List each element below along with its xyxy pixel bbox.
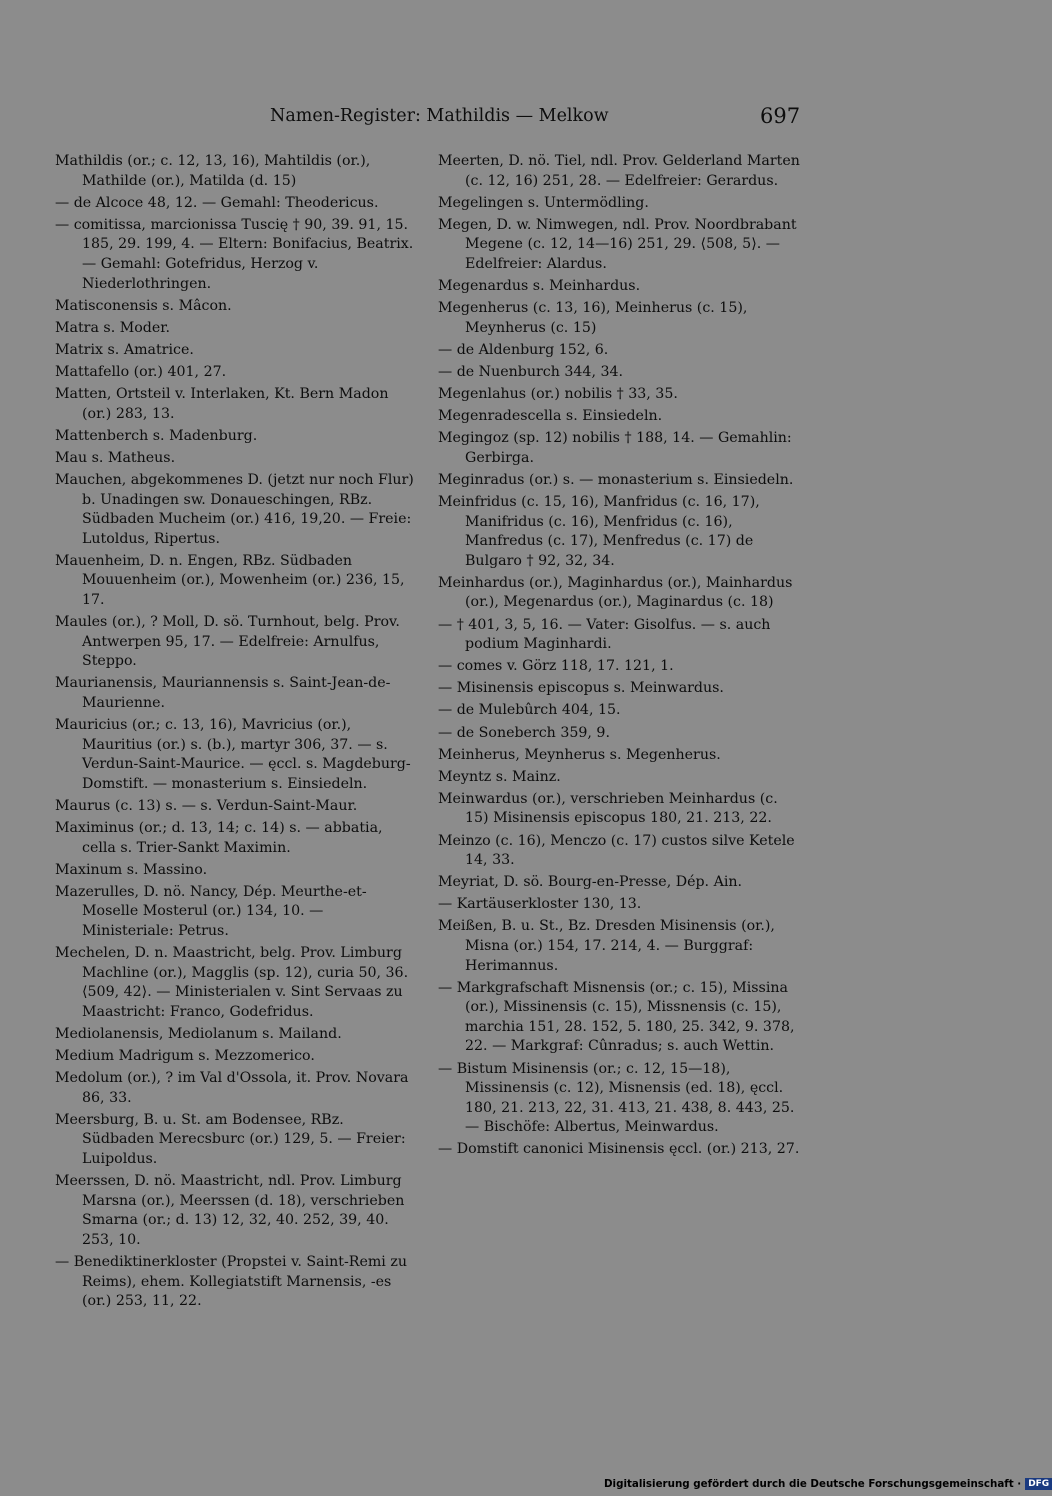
page-number: 697 (760, 104, 801, 128)
footer-credit (604, 1478, 1052, 1490)
index-entry: Meinzo (c. 16), Menczo (c. 17) custos silve Ketele 14, 33. (438, 832, 795, 869)
index-entry: Megenradescella s. Einsiedeln. (438, 408, 663, 425)
index-entry: — comitissa, marcionissa Tuscię † 90, 39. 91, 15. 185, 29. 199, 4. — Eltern: Bonifacius, Beatrix. — Gemahl: Gotefridus, Herzog v. Niederlothringen. (55, 216, 414, 292)
index-entry: — de Soneberch 359, 9. (438, 724, 610, 741)
index-entry: Mauenheim, D. n. Engen, RBz. Südbaden Mouuenheim (or.), Mowenheim (or.) 236, 15, 17. (55, 552, 405, 608)
index-entry: Maules (or.), ? Moll, D. sö. Turnhout, belg. Prov. Antwerpen 95, 17. — Edelfreie: Arnulfus, Steppo. (55, 614, 400, 670)
index-entry: Meißen, B. u. St., Bz. Dresden Misinensis (or.), Misna (or.) 154, 17. 214, 4. — Burggraf: Herimannus. (438, 918, 775, 974)
dfg-logo: DFG (1025, 1478, 1052, 1490)
index-entry: Megenherus (c. 13, 16), Meinherus (c. 15), Meynherus (c. 15) (438, 300, 748, 336)
index-entry: Maximinus (or.; d. 13, 14; c. 14) s. — abbatia, cella s. Trier-Sankt Maximin. (55, 820, 383, 856)
footer-text: Digitalisierung gefördert durch die Deutsche Forschungsgemeinschaft · (604, 1478, 1022, 1490)
index-entry: — Benediktinerkloster (Propstei v. Saint-Remi zu Reims), ehem. Kollegiatstift Marnensis, -es (or.) 253, 11, 22. (55, 1253, 407, 1310)
index-entry: — Domstift canonici Misinensis ęccl. (or.) 213, 27. (438, 1141, 800, 1158)
index-entry: — Bistum Misinensis (or.; c. 12, 15—18), Missinensis (c. 12), Misnensis (ed. 18), ęccl. 180, 21. 213, 22, 31. 413, 21. 438, 8. 443, 25. — Bischöfe: Albertus, Meinwardus. (438, 1060, 795, 1136)
index-entry: Medium Madrigum s. Mezzomerico. (55, 1048, 315, 1065)
index-entry: Meinwardus (or.), verschrieben Meinhardus (c. 15) Misinensis episcopus 180, 21. 213, 22. (438, 790, 778, 827)
index-entry: Meerssen, D. nö. Maastricht, ndl. Prov. Limburg Marsna (or.), Meerssen (d. 18), verschrieben Smarna (or.; d. 13) 12, 32, 40. 252, 39, 40. 253, 10. (55, 1173, 405, 1248)
index-entry: Mauchen, abgekommenes D. (jetzt nur noch Flur) b. Unadingen sw. Donaueschingen, RBz. Südbaden Mucheim (or.) 416, 19,20. — Freie: Lutoldus, Ripertus. (55, 471, 414, 547)
index-entry: Matra s. Moder. (55, 319, 171, 336)
index-entry: — de Alcoce 48, 12. — Gemahl: Theodericus. (55, 194, 379, 211)
index-entry: Meginradus (or.) s. — monasterium s. Einsiedeln. (438, 471, 794, 488)
index-entry: Maxinum s. Massino. (55, 861, 208, 878)
index-entry: Megenardus s. Meinhardus. (438, 278, 641, 295)
index-entry: Megingoz (sp. 12) nobilis † 188, 14. — Gemahlin: Gerbirga. (438, 430, 792, 466)
index-entry: — de Aldenburg 152, 6. (438, 341, 609, 358)
right-column (438, 152, 800, 1163)
index-entry: — de Mulebûrch 404, 15. (438, 702, 621, 719)
index-entry: Mauricius (or.; c. 13, 16), Mavricius (or.), Mauritius (or.) s. (b.), martyr 306, 37. — s. Verdun-Saint-Maurice. — ęccl. s. Magdeburg-Domstift. — monasterium s. Einsiedeln. (55, 717, 411, 792)
index-entry: — Misinensis episcopus s. Meinwardus. (438, 680, 724, 697)
index-entry: Mathildis (or.; c. 12, 13, 16), Mahtildis (or.), Mathilde (or.), Matilda (d. 15) (55, 153, 371, 189)
index-entry: Meinhardus (or.), Maginhardus (or.), Mainhardus (or.), Megenardus (or.), Maginardus (c. 18) (438, 574, 793, 611)
index-entry: Megen, D. w. Nimwegen, ndl. Prov. Noordbrabant Megene (c. 12, 14—16) 251, 29. ⟨508, 5⟩. — Edelfreier: Alardus. (438, 216, 797, 272)
index-entry: Matisconensis s. Mâcon. (55, 297, 232, 314)
index-entry: Meersburg, B. u. St. am Bodensee, RBz. Südbaden Merecsburc (or.) 129, 5. — Freier: Luipoldus. (55, 1111, 406, 1167)
index-entry: Megelingen s. Untermödling. (438, 194, 649, 211)
index-entry: Maurus (c. 13) s. — s. Verdun-Saint-Maur. (55, 797, 358, 814)
index-entry: Mazerulles, D. nö. Nancy, Dép. Meurthe-et-Moselle Mosterul (or.) 134, 10. — Ministeriale: Petrus. (55, 883, 367, 939)
index-entry: Mau s. Matheus. (55, 449, 176, 466)
index-entry: Meyntz s. Mainz. (438, 768, 561, 785)
index-entry: Medolum (or.), ? im Val d'Ossola, it. Prov. Novara 86, 33. (55, 1070, 409, 1106)
index-entry: Mediolanensis, Mediolanum s. Mailand. (55, 1025, 342, 1042)
index-entry: Megenlahus (or.) nobilis † 33, 35. (438, 386, 678, 403)
running-header (0, 104, 1000, 134)
index-entry: Mechelen, D. n. Maastricht, belg. Prov. Limburg Machline (or.), Magglis (sp. 12), curia 50, 36. ⟨509, 42⟩. — Ministerialen v. Sint Servaas zu Maastricht: Franco, Godefridus. (55, 945, 409, 1020)
index-entry: — comes v. Görz 118, 17. 121, 1. (438, 658, 674, 675)
index-entry: Meinfridus (c. 15, 16), Manfridus (c. 16, 17), Manifridus (c. 16), Menfridus (c. 16), Manfredus (c. 17), Menfredus (c. 17) de Bulgaro † 92, 32, 34. (438, 494, 760, 569)
index-entry: Matrix s. Amatrice. (55, 341, 194, 358)
index-entry: Mattafello (or.) 401, 27. (55, 363, 227, 380)
index-entry: Maurianensis, Mauriannensis s. Saint-Jean-de-Maurienne. (55, 675, 391, 711)
header-title: Namen-Register: Mathildis — Melkow (270, 106, 609, 126)
index-entry: Mattenberch s. Madenburg. (55, 427, 258, 444)
index-entry: Meinherus, Meynherus s. Megenherus. (438, 746, 721, 763)
index-entry: Matten, Ortsteil v. Interlaken, Kt. Bern Madon (or.) 283, 13. (55, 386, 389, 422)
index-entry: — † 401, 3, 5, 16. — Vater: Gisolfus. — s. auch podium Maginhardi. (438, 616, 771, 653)
left-column (55, 152, 417, 1314)
index-entry: — de Nuenburch 344, 34. (438, 363, 624, 380)
index-entry: — Kartäuserkloster 130, 13. (438, 896, 642, 913)
index-entry: Meerten, D. nö. Tiel, ndl. Prov. Gelderland Marten (c. 12, 16) 251, 28. — Edelfreier: Gerardus. (438, 153, 800, 189)
index-entry: — Markgrafschaft Misnensis (or.; c. 15), Missina (or.), Missinensis (c. 15), Missnensis (c. 15), marchia 151, 28. 152, 5. 180, 25. 342, 9. 378, 22. — Markgraf: Cûnradus; s. auch Wettin. (438, 979, 795, 1055)
index-entry: Meyriat, D. sö. Bourg-en-Presse, Dép. Ain. (438, 874, 743, 891)
